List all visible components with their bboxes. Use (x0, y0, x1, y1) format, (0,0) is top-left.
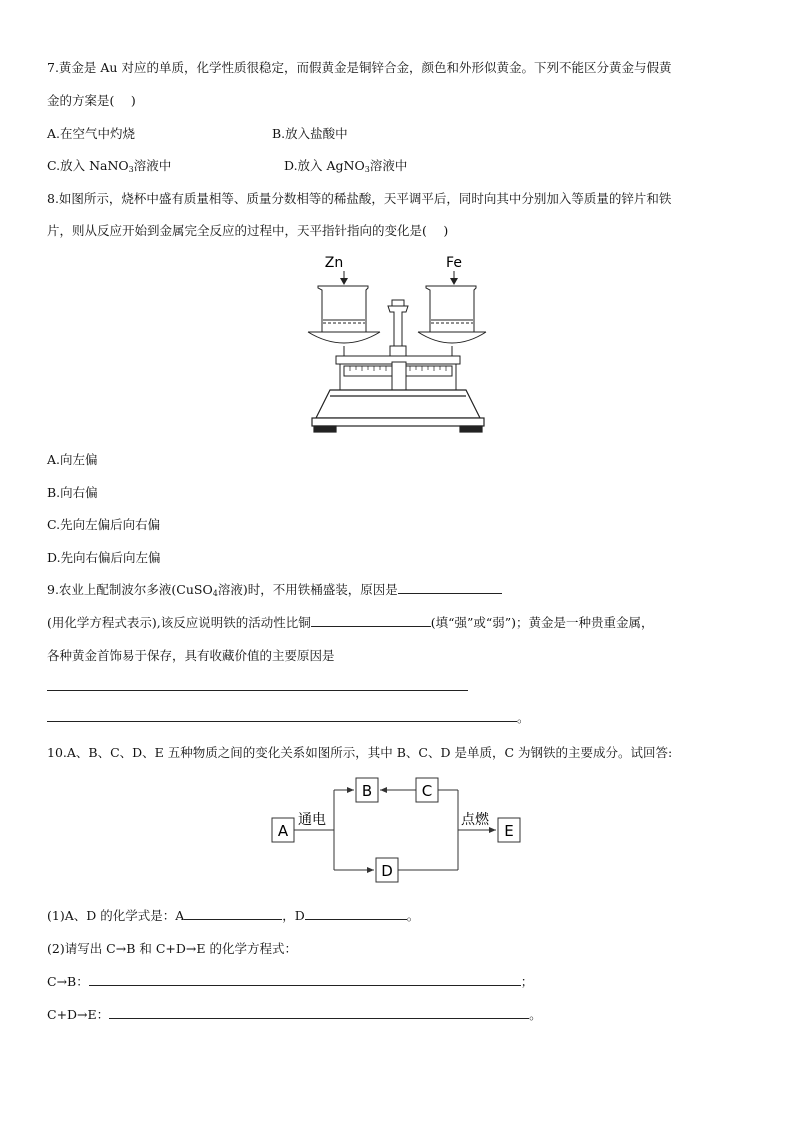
q8-option-c: C.先向左偏后向右偏 (47, 517, 161, 532)
node-e: E (504, 822, 514, 840)
left-pan (308, 332, 380, 358)
balance-figure (300, 250, 500, 436)
answer-blank[interactable] (311, 614, 431, 627)
fe-label: Fe (446, 255, 462, 271)
node-d: D (381, 862, 393, 880)
q7-stem-line1: 7.黄金是 Au 对应的单质，化学性质很稳定，而假黄金是铜锌合金，颜色和外形似黄金。下列不能区分黄金与假黄 (47, 60, 672, 75)
arrow-label-electrolysis: 通电 (298, 812, 326, 828)
answer-line[interactable] (47, 690, 468, 691)
q10-sub1: (1)A、D 的化学式是：A ，D 。 (47, 908, 420, 923)
q10-stem: 10.A、B、C、D、E 五种物质之间的变化关系如图所示，其中 B、C、D 是单质，C 为钢铁的主要成分。试回答: (47, 745, 673, 760)
q8-stem-line1: 8.如图所示，烧杯中盛有质量相等、质量分数相等的稀盐酸，天平调平后，同时向其中分别加入等质量的锌片和铁 (47, 191, 672, 206)
answer-blank-d[interactable] (305, 907, 407, 920)
q9-end-mark: 。 (517, 710, 530, 725)
node-b: B (361, 782, 373, 800)
right-beaker (426, 286, 476, 336)
q9-stem-line2: (用化学方程式表示),该反应说明铁的活动性比铜 (填“强”或“弱”)；黄金是一种贵重金属， (47, 615, 654, 630)
q10-cb: C→B： ； (47, 974, 534, 989)
q10-cde: C+D→E： 。 (47, 1007, 542, 1022)
answer-line[interactable] (47, 721, 517, 722)
q7-option-a: A.在空气中灼烧 (47, 126, 136, 141)
q9-stem-line1: 9.农业上配制波尔多液(CuSO$_4$溶液)时，不用铁桶盛装，原因是 (47, 580, 502, 598)
q7-option-b: B.放入盐酸中 (272, 126, 348, 141)
node-c: C (421, 782, 433, 800)
answer-blank-cb[interactable] (89, 973, 521, 986)
q8-option-b: B.向右偏 (47, 485, 98, 500)
balance-base (312, 390, 484, 432)
answer-blank-a[interactable] (184, 907, 282, 920)
q7-option-c: C.放入 NaNO$_3$溶液中 (47, 158, 172, 174)
right-pan (418, 332, 486, 358)
q10-sub2: (2)请写出 C→B 和 C+D→E 的化学方程式： (47, 941, 297, 956)
answer-blank[interactable] (398, 581, 502, 594)
left-beaker (318, 286, 368, 336)
q7-stem-line2: 金的方案是( ) (47, 93, 136, 108)
zn-label: Zn (324, 255, 344, 271)
reaction-diagram (268, 776, 524, 886)
arrow-label-ignite: 点燃 (461, 812, 489, 828)
answer-blank-cde[interactable] (109, 1006, 529, 1019)
q8-option-a: A.向左偏 (47, 452, 98, 467)
balance-beam (336, 356, 460, 390)
q7-option-d: D.放入 AgNO$_3$溶液中 (284, 158, 408, 174)
q9-stem-line3: 各种黄金首饰易于保存，具有收藏价值的主要原因是 (47, 648, 335, 663)
node-a: A (277, 822, 289, 840)
q8-option-d: D.先向右偏后向左偏 (47, 550, 161, 565)
q8-stem-line2: 片，则从反应开始到金属完全反应的过程中，天平指针指向的变化是( ) (47, 223, 449, 238)
pointer-scale (388, 300, 408, 356)
